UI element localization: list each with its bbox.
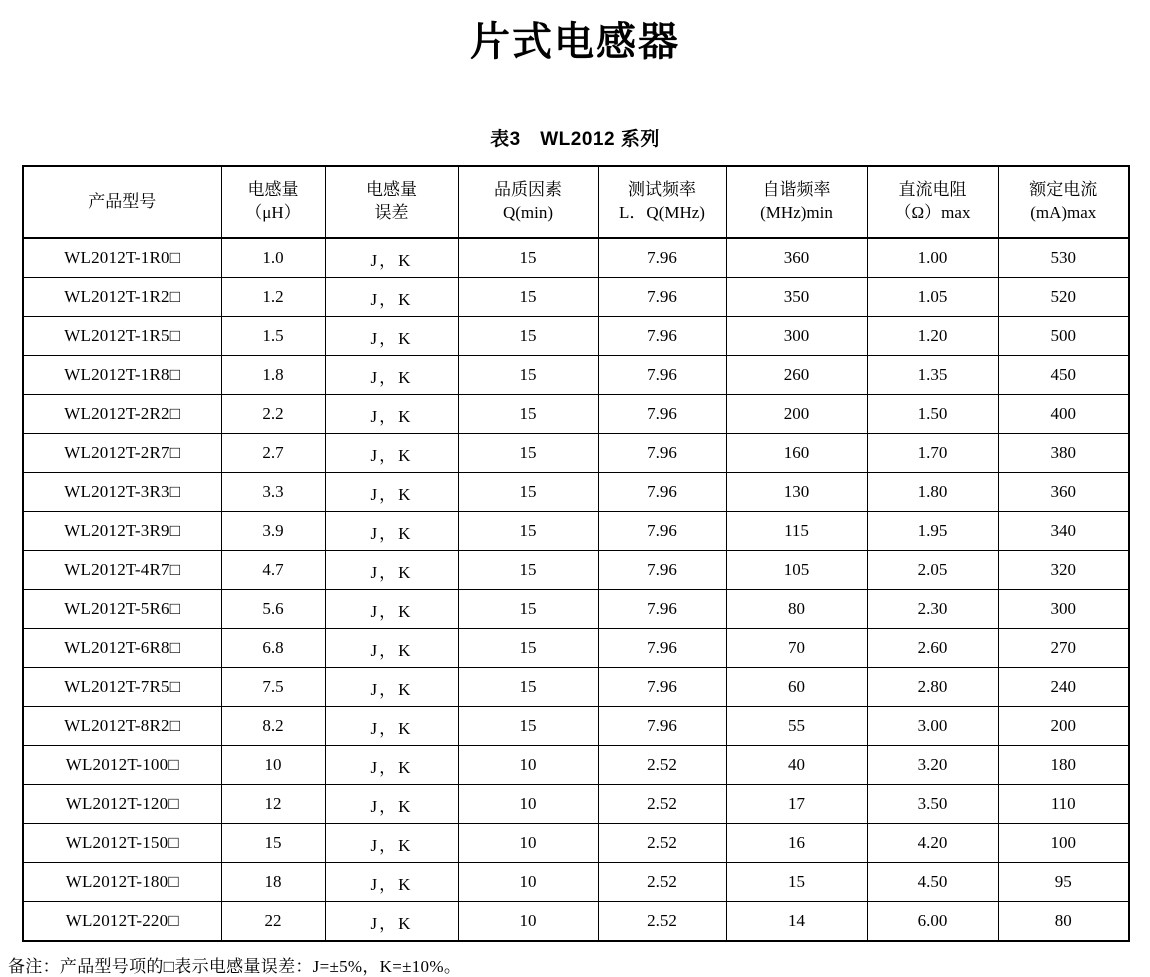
column-header-srf (726, 166, 867, 238)
table-row (23, 707, 1129, 746)
table-cell: 1.20 (867, 317, 998, 356)
table-cell: J，K (325, 785, 458, 824)
table-row (23, 902, 1129, 942)
column-header-test-frequency-line1: 测试频率 (628, 180, 696, 200)
table-cell: 7.96 (598, 356, 726, 395)
table-cell: 15 (458, 512, 598, 551)
table-cell: 1.00 (867, 238, 998, 278)
table-cell: 360 (726, 238, 867, 278)
cell-model: WL2012T-2R7□ (23, 434, 221, 473)
table-cell: 6.00 (867, 902, 998, 942)
table-cell: 17 (726, 785, 867, 824)
table-cell: 15 (458, 551, 598, 590)
table-row (23, 512, 1129, 551)
table-cell: 2.80 (867, 668, 998, 707)
table-cell: J，K (325, 707, 458, 746)
table-cell: 7.96 (598, 512, 726, 551)
column-header-tolerance-line2: 误差 (374, 203, 409, 222)
table-cell: 10 (458, 746, 598, 785)
table-cell: 60 (726, 668, 867, 707)
table-row (23, 629, 1129, 668)
table-cell: 1.5 (221, 317, 325, 356)
table-cell: 340 (998, 512, 1129, 551)
table-cell: J，K (325, 317, 458, 356)
column-header-inductance (221, 166, 325, 238)
cell-model: WL2012T-1R0□ (23, 238, 221, 278)
cell-model: WL2012T-7R5□ (23, 668, 221, 707)
table-cell: 15 (458, 707, 598, 746)
table-cell: 2.52 (598, 902, 726, 942)
table-cell: 10 (458, 902, 598, 942)
table-cell: J，K (325, 902, 458, 942)
table-cell: 4.50 (867, 863, 998, 902)
table-cell: 7.96 (598, 629, 726, 668)
table-cell: 7.96 (598, 668, 726, 707)
table-cell: 450 (998, 356, 1129, 395)
table-header (23, 166, 1129, 238)
table-cell: 7.96 (598, 551, 726, 590)
table-cell: 55 (726, 707, 867, 746)
table-row (23, 434, 1129, 473)
table-cell: 7.96 (598, 473, 726, 512)
table-cell: 2.7 (221, 434, 325, 473)
table-cell: 15 (458, 356, 598, 395)
cell-model: WL2012T-2R2□ (23, 395, 221, 434)
table-row (23, 395, 1129, 434)
table-cell: 80 (726, 590, 867, 629)
column-header-model-line1: 产品型号 (88, 191, 157, 211)
table-cell: J，K (325, 473, 458, 512)
column-header-dc-resistance-line2: （Ω）max (894, 203, 971, 222)
table-cell: 360 (998, 473, 1129, 512)
table-cell: 1.8 (221, 356, 325, 395)
table-cell: 70 (726, 629, 867, 668)
cell-model: WL2012T-220□ (23, 902, 221, 942)
cell-model: WL2012T-100□ (23, 746, 221, 785)
column-header-q-factor (458, 166, 598, 238)
cell-model: WL2012T-6R8□ (23, 629, 221, 668)
table-cell: 15 (458, 629, 598, 668)
column-header-inductance-line1: 电感量 (247, 180, 299, 200)
cell-model: WL2012T-180□ (23, 863, 221, 902)
table-cell: 80 (998, 902, 1129, 942)
spec-table (22, 165, 1130, 942)
table-cell: 15 (458, 473, 598, 512)
table-cell: J，K (325, 512, 458, 551)
table-cell: J，K (325, 863, 458, 902)
table-row (23, 824, 1129, 863)
table-cell: 530 (998, 238, 1129, 278)
column-header-inductance-line2: （μH） (245, 203, 301, 222)
table-cell: 200 (998, 707, 1129, 746)
table-cell: 4.20 (867, 824, 998, 863)
table-cell: 300 (998, 590, 1129, 629)
cell-model: WL2012T-3R9□ (23, 512, 221, 551)
table-cell: 320 (998, 551, 1129, 590)
table-cell: 8.2 (221, 707, 325, 746)
table-cell: 1.80 (867, 473, 998, 512)
table-cell: J，K (325, 668, 458, 707)
table-cell: J，K (325, 356, 458, 395)
column-header-test-frequency (598, 166, 726, 238)
table-cell: 2.52 (598, 824, 726, 863)
table-cell: 12 (221, 785, 325, 824)
table-cell: J，K (325, 824, 458, 863)
column-header-model (23, 166, 221, 238)
page-title: 片式电感器 (470, 20, 680, 64)
table-body (23, 238, 1129, 941)
table-cell: 2.05 (867, 551, 998, 590)
column-header-q-factor-line2: Q(min) (502, 203, 554, 222)
table-header-row (23, 166, 1129, 238)
table-cell: 200 (726, 395, 867, 434)
table-cell: 3.3 (221, 473, 325, 512)
cell-model: WL2012T-3R3□ (23, 473, 221, 512)
table-cell: 270 (998, 629, 1129, 668)
table-cell: 4.7 (221, 551, 325, 590)
table-cell: 260 (726, 356, 867, 395)
table-cell: 7.96 (598, 434, 726, 473)
table-cell: 15 (458, 590, 598, 629)
table-row (23, 668, 1129, 707)
table-cell: 3.9 (221, 512, 325, 551)
table-cell: 15 (458, 395, 598, 434)
table-cell: J，K (325, 434, 458, 473)
table-cell: 2.2 (221, 395, 325, 434)
table-cell: 520 (998, 278, 1129, 317)
cell-model: WL2012T-8R2□ (23, 707, 221, 746)
table-cell: J，K (325, 395, 458, 434)
table-cell: 7.5 (221, 668, 325, 707)
cell-model: WL2012T-1R8□ (23, 356, 221, 395)
table-cell: 2.52 (598, 863, 726, 902)
table-cell: J，K (325, 238, 458, 278)
table-cell: 15 (458, 278, 598, 317)
column-header-dc-resistance-line1: 直流电阻 (898, 180, 967, 200)
table-cell: 180 (998, 746, 1129, 785)
table-cell: J，K (325, 629, 458, 668)
document-page (0, 18, 1150, 976)
table-cell: 2.52 (598, 746, 726, 785)
column-header-rated-current (998, 166, 1129, 238)
table-cell: 7.96 (598, 395, 726, 434)
cell-model: WL2012T-4R7□ (23, 551, 221, 590)
table-cell: 10 (221, 746, 325, 785)
table-caption: 表3 WL2012 系列 (490, 129, 660, 150)
table-cell: 3.50 (867, 785, 998, 824)
column-header-tolerance (325, 166, 458, 238)
table-cell: 110 (998, 785, 1129, 824)
table-cell: 2.60 (867, 629, 998, 668)
table-cell: 3.20 (867, 746, 998, 785)
table-cell: 115 (726, 512, 867, 551)
table-cell: 160 (726, 434, 867, 473)
table-cell: J，K (325, 278, 458, 317)
table-row (23, 590, 1129, 629)
cell-model: WL2012T-5R6□ (23, 590, 221, 629)
cell-model: WL2012T-120□ (23, 785, 221, 824)
table-cell: 240 (998, 668, 1129, 707)
table-row (23, 863, 1129, 902)
table-row (23, 785, 1129, 824)
spec-table-container (22, 165, 1128, 942)
column-header-srf-line1: 自谐频率 (762, 180, 831, 200)
table-cell: 380 (998, 434, 1129, 473)
table-cell: 1.95 (867, 512, 998, 551)
table-cell: 7.96 (598, 317, 726, 356)
table-cell: 16 (726, 824, 867, 863)
table-cell: 15 (458, 317, 598, 356)
table-cell: 130 (726, 473, 867, 512)
table-cell: 1.70 (867, 434, 998, 473)
table-note: 备注：产品型号项的□表示电感量误差：J=±5%，K=±10%。 (8, 957, 462, 976)
table-row (23, 551, 1129, 590)
table-cell: 1.05 (867, 278, 998, 317)
table-cell: 95 (998, 863, 1129, 902)
table-cell: 15 (458, 668, 598, 707)
column-header-test-frequency-line2: L．Q(MHz) (619, 203, 705, 222)
table-cell: 3.00 (867, 707, 998, 746)
table-row (23, 356, 1129, 395)
table-row (23, 473, 1129, 512)
column-header-srf-line2: (MHz)min (760, 203, 833, 222)
table-cell: 1.50 (867, 395, 998, 434)
table-cell: 10 (458, 785, 598, 824)
table-cell: J，K (325, 551, 458, 590)
table-cell: 2.52 (598, 785, 726, 824)
table-row (23, 278, 1129, 317)
table-cell: 7.96 (598, 238, 726, 278)
column-header-dc-resistance (867, 166, 998, 238)
table-row (23, 746, 1129, 785)
column-header-rated-current-line1: 额定电流 (1029, 180, 1098, 200)
table-cell: 15 (221, 824, 325, 863)
table-cell: J，K (325, 746, 458, 785)
column-header-rated-current-line2: (mA)max (1030, 203, 1097, 222)
table-cell: 2.30 (867, 590, 998, 629)
table-cell: 1.2 (221, 278, 325, 317)
table-cell: 18 (221, 863, 325, 902)
table-cell: 400 (998, 395, 1129, 434)
table-cell: 350 (726, 278, 867, 317)
table-cell: 1.0 (221, 238, 325, 278)
table-cell: 500 (998, 317, 1129, 356)
table-cell: 14 (726, 902, 867, 942)
table-cell: 15 (458, 434, 598, 473)
table-row (23, 317, 1129, 356)
cell-model: WL2012T-150□ (23, 824, 221, 863)
table-cell: 7.96 (598, 707, 726, 746)
table-cell: 6.8 (221, 629, 325, 668)
column-header-q-factor-line1: 品质因素 (494, 180, 562, 200)
table-cell: 7.96 (598, 278, 726, 317)
table-cell: 10 (458, 863, 598, 902)
table-cell: 100 (998, 824, 1129, 863)
table-cell: 1.35 (867, 356, 998, 395)
column-header-tolerance-line1: 电感量 (366, 180, 417, 200)
table-cell: 10 (458, 824, 598, 863)
table-cell: 7.96 (598, 590, 726, 629)
cell-model: WL2012T-1R5□ (23, 317, 221, 356)
table-cell: 15 (726, 863, 867, 902)
table-cell: 300 (726, 317, 867, 356)
table-row (23, 238, 1129, 278)
cell-model: WL2012T-1R2□ (23, 278, 221, 317)
table-cell: 5.6 (221, 590, 325, 629)
table-cell: 105 (726, 551, 867, 590)
table-cell: 40 (726, 746, 867, 785)
table-cell: 22 (221, 902, 325, 942)
table-cell: J，K (325, 590, 458, 629)
table-cell: 15 (458, 238, 598, 278)
